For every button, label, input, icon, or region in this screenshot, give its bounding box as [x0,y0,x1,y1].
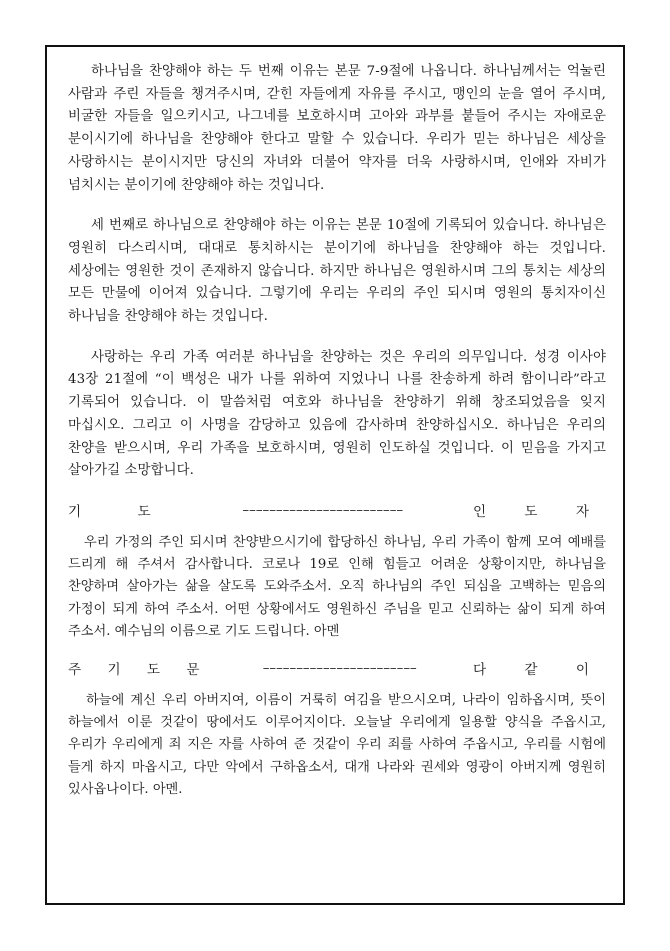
document-page-border [45,45,625,905]
prayer-section-header [68,501,606,523]
prayer-section-title: 기 도 [68,503,177,520]
sermon-paragraph-3: 사랑하는 우리 가족 여러분 하나님을 찬양하는 것은 우리의 의무입니다. 성경 이사야 43장 21절에 “이 백성은 내가 나를 위하여 지었나니 나를 찬송하게 하려 함이니라”라고 기록되어 있습니다. 이 말씀처럼 여호와 하나님을 찬양하기 위해 창조되었음을 잊지 마십시오. 그리고 이 사명을 감당하고 있음에 감사하며 찬양하십시오. 하나님은 우리의 찬양을 받으시며, 우리 가족을 보호하시며, 영원히 인도하실 것입니다. 이 믿음을 가지고 살아가길 소망합니다. [68,349,606,479]
prayer-section-rule: –––––––––––––––––––––––– [242,502,404,518]
prayer-body-text: 우리 가정의 주인 되시며 찬양받으시기에 합당하신 하나님, 우리 가족이 함께 모여 예배를 드리게 해 주셔서 감사합니다. 코로나 19로 인해 힘들고 어려운 상황이지만, 하나님을 찬양하며 살아가는 삶을 살도록 도와주소서. 오직 하나님의 주인 되심을 고백하는 믿음의 가정이 되게 하여 주소서. 어떤 상황에서도 영원하신 주님을 믿고 신뢰하는 삶이 되게 하여 주소서. 예수님의 이름으로 기도 드립니다. 아멘 [68,534,606,639]
lords-prayer-section-header [68,659,606,681]
lords-prayer-body-text: 하늘에 계신 우리 아버지여, 이름이 거룩히 여김을 받으시오며, 나라이 임하옵시며, 뜻이 하늘에서 이룬 것같이 땅에서도 이루어지이다. 오늘날 우리에게 일용할 양식을 주옵시고, 우리가 우리에게 죄 지은 자를 사하여 준 것같이 우리 죄를 사하여 주옵시고, 우리를 시험에 들게 하지 마옵시고, 다만 악에서 구하옵소서, 대개 나라와 권세와 영광이 아버지께 영원히 있사옵나이다. 아멘. [68,692,606,797]
sermon-paragraph-1: 하나님을 찬양해야 하는 두 번째 이유는 본문 7-9절에 나옵니다. 하나님께서는 억눌린 사람과 주린 자들을 챙겨주시며, 갇힌 자들에게 자유를 주시고, 맹인의 눈을 열어 주시며, 비굴한 자들을 일으키시고, 나그네를 보호하시며 고아와 과부를 붙들어 주시는 자애로운 분이시기에 하나님을 찬양해야 한다고 말할 수 있습니다. 우리가 믿는 하나님은 세상을 사랑하시는 분이시지만 당신의 자녀와 더불어 약자를 더욱 사랑하시며, 인애와 자비가 넘치시는 분이기에 찬양해야 하는 것입니다. [68,64,606,193]
lords-prayer-section-leader: 다 같 이 [472,661,606,678]
lords-prayer-section-rule: ––––––––––––––––––––––– [262,660,417,676]
lords-prayer-section-title: 주 기 도 문 [68,661,211,678]
document-content [68,61,606,801]
sermon-paragraph-2: 세 번째로 하나님으로 찬양해야 하는 이유는 본문 10절에 기록되어 있습니다. 하나님은 영원히 다스리시며, 대대로 통치하시는 분이기에 하나님을 찬양해야 하는 것입니다. 세상에는 영원한 것이 존재하지 않습니다. 하지만 하나님은 영원하시며 그의 통치는 세상의 모든 만물에 이어져 있습니다. 그렇기에 우리는 우리의 주인 되시며 영원의 통치자이신 하나님을 찬양해야 하는 것입니다. [68,218,606,325]
prayer-section-leader: 인 도 자 [472,503,606,520]
